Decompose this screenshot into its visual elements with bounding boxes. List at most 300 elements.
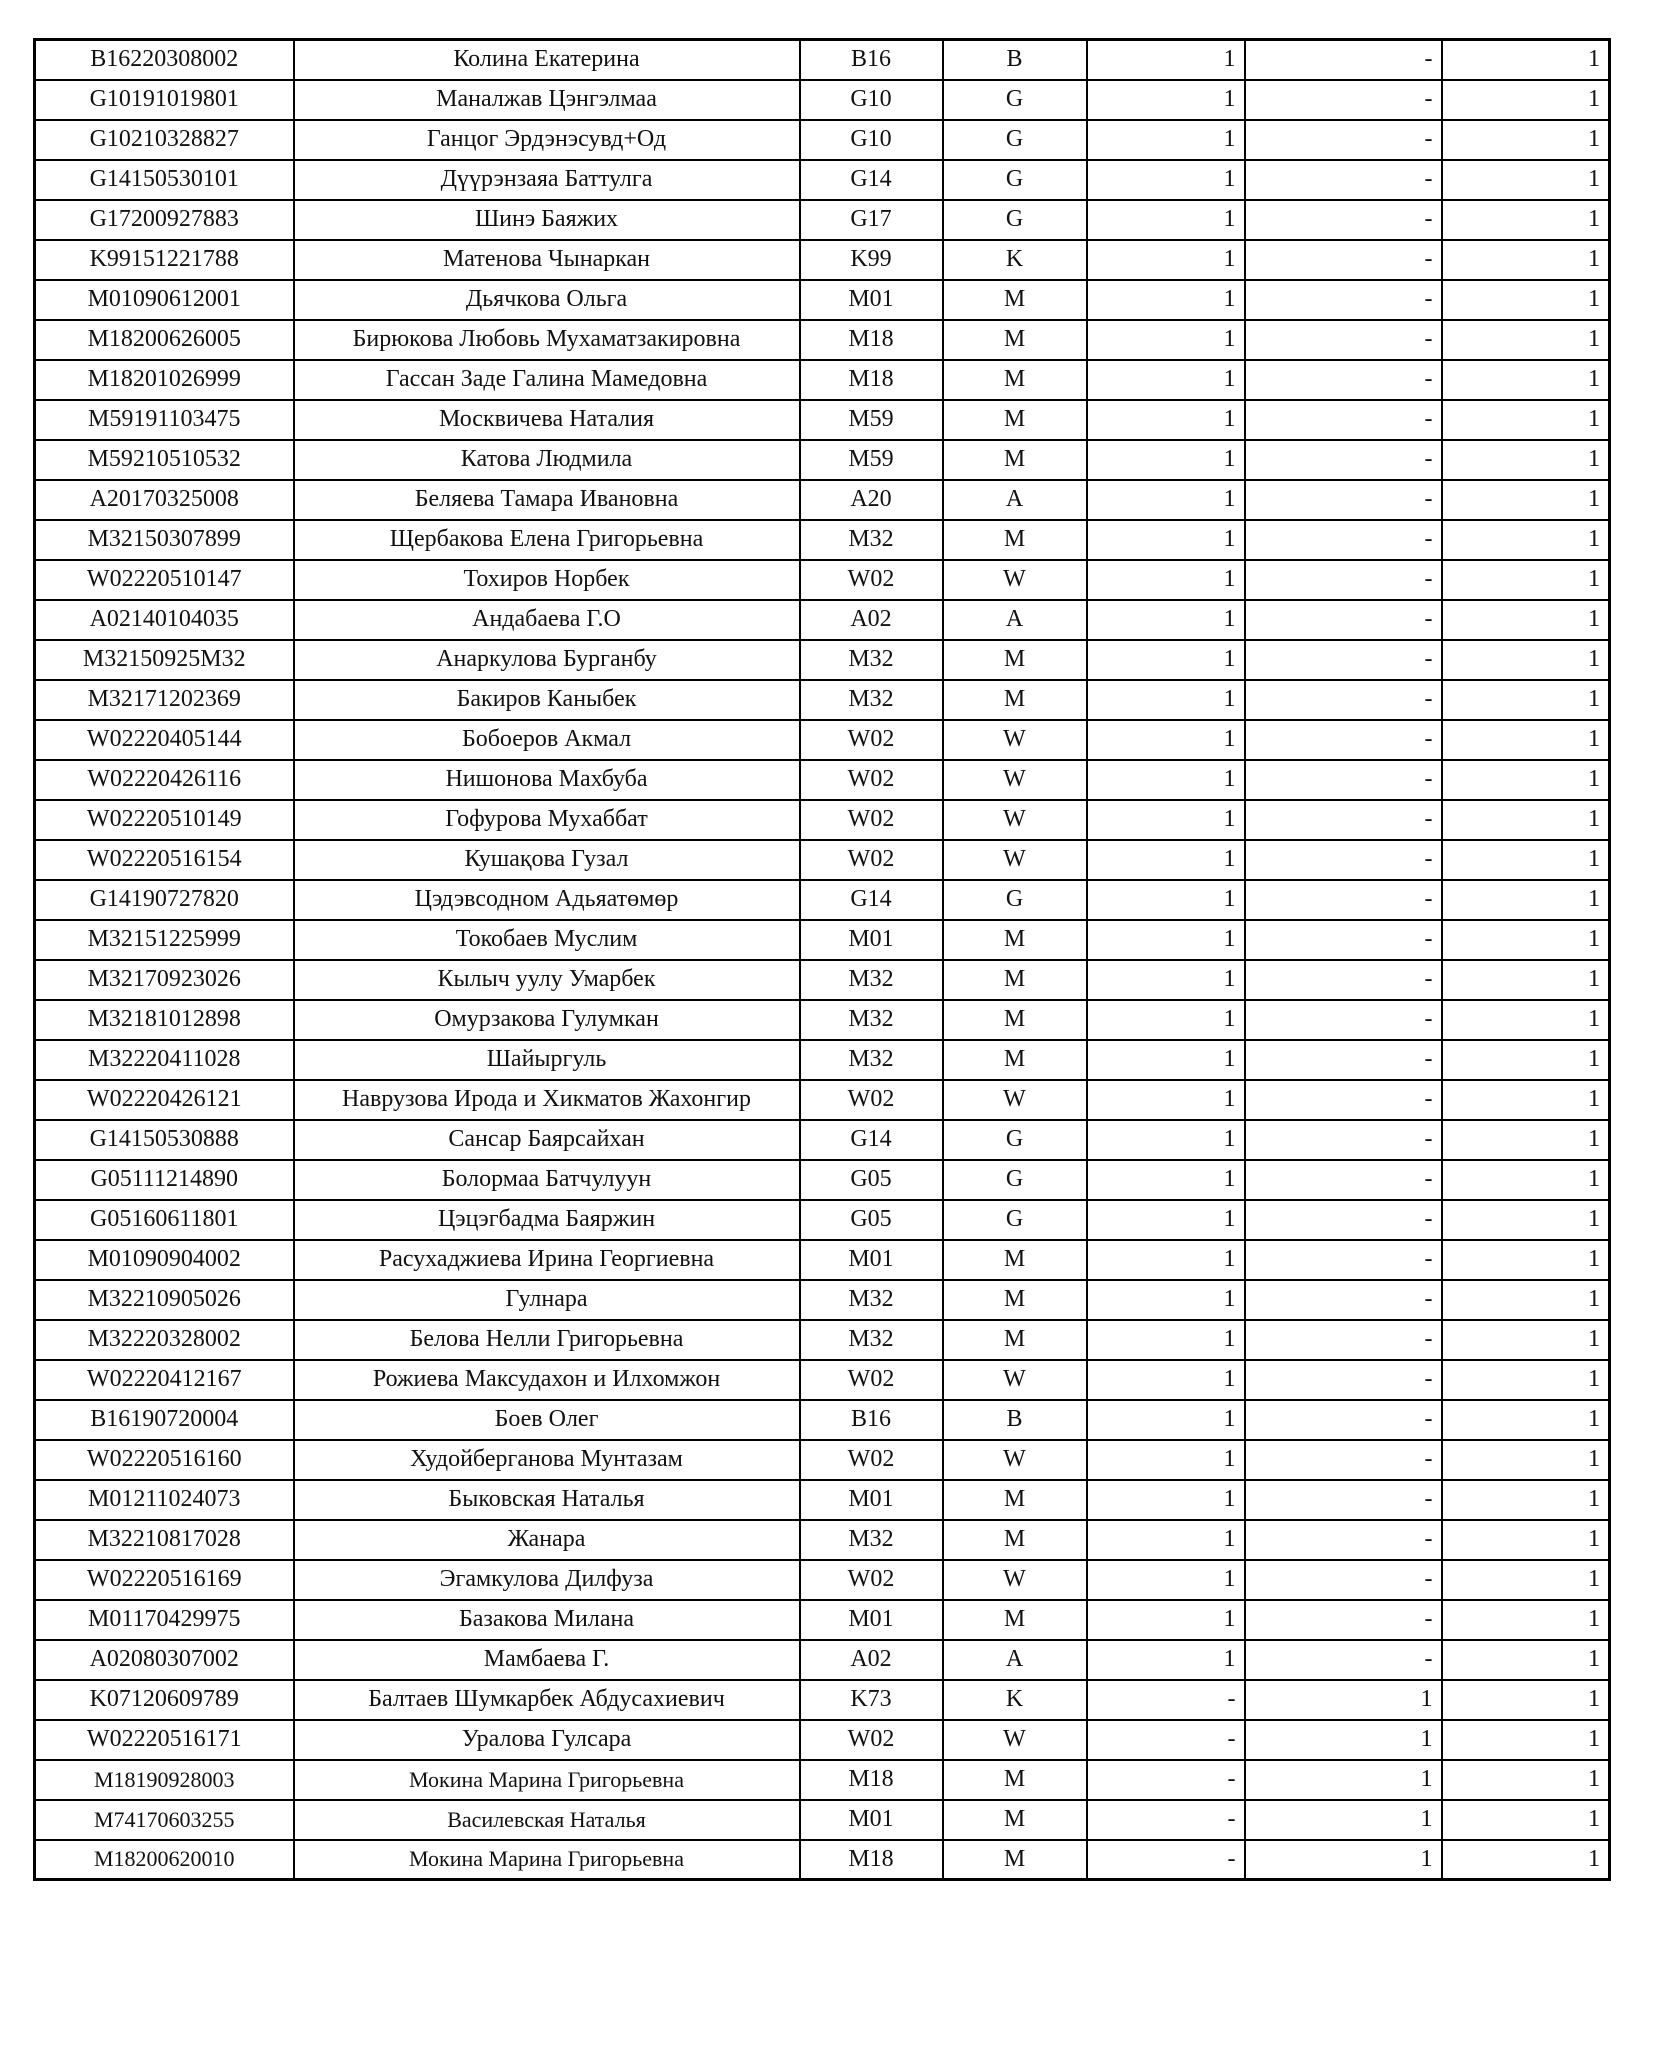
branch-code-cell: M01: [800, 1240, 943, 1280]
count-a-cell: 1: [1087, 120, 1245, 160]
count-b-cell: 1: [1245, 1720, 1442, 1760]
id-cell: A20170325008: [35, 480, 294, 520]
count-a-cell: 1: [1087, 1240, 1245, 1280]
count-a-cell: 1: [1087, 760, 1245, 800]
count-a-cell: -: [1087, 1760, 1245, 1800]
region-letter-cell: G: [943, 1200, 1087, 1240]
branch-code-cell: A02: [800, 600, 943, 640]
id-cell: W02220412167: [35, 1360, 294, 1400]
count-a-cell: 1: [1087, 280, 1245, 320]
total-cell: 1: [1442, 240, 1610, 280]
table-row: [35, 200, 1610, 240]
total-cell: 1: [1442, 160, 1610, 200]
name-cell: Эгамкулова Дилфуза: [294, 1560, 800, 1600]
total-cell: 1: [1442, 1440, 1610, 1480]
branch-code-cell: M32: [800, 1280, 943, 1320]
count-a-cell: 1: [1087, 520, 1245, 560]
count-a-cell: 1: [1087, 960, 1245, 1000]
count-b-cell: -: [1245, 1640, 1442, 1680]
name-cell: Беляева Тамара Ивановна: [294, 480, 800, 520]
region-letter-cell: M: [943, 400, 1087, 440]
count-b-cell: -: [1245, 400, 1442, 440]
branch-code-cell: M32: [800, 960, 943, 1000]
region-letter-cell: W: [943, 800, 1087, 840]
count-b-cell: -: [1245, 1240, 1442, 1280]
total-cell: 1: [1442, 1840, 1610, 1880]
id-cell: M01211024073: [35, 1480, 294, 1520]
branch-code-cell: M59: [800, 440, 943, 480]
members-table: [33, 38, 1611, 1881]
name-cell: Колина Екатерина: [294, 40, 800, 80]
count-b-cell: -: [1245, 1280, 1442, 1320]
table-row: [35, 520, 1610, 560]
count-b-cell: -: [1245, 1600, 1442, 1640]
region-letter-cell: M: [943, 1040, 1087, 1080]
total-cell: 1: [1442, 1160, 1610, 1200]
region-letter-cell: W: [943, 1080, 1087, 1120]
id-cell: M01170429975: [35, 1600, 294, 1640]
branch-code-cell: A02: [800, 1640, 943, 1680]
branch-code-cell: M32: [800, 680, 943, 720]
count-a-cell: 1: [1087, 880, 1245, 920]
count-b-cell: -: [1245, 600, 1442, 640]
total-cell: 1: [1442, 440, 1610, 480]
total-cell: 1: [1442, 960, 1610, 1000]
region-letter-cell: W: [943, 560, 1087, 600]
total-cell: 1: [1442, 560, 1610, 600]
branch-code-cell: M01: [800, 1480, 943, 1520]
total-cell: 1: [1442, 640, 1610, 680]
count-a-cell: 1: [1087, 1320, 1245, 1360]
name-cell: Базакова Милана: [294, 1600, 800, 1640]
table-row: [35, 1000, 1610, 1040]
count-a-cell: 1: [1087, 360, 1245, 400]
branch-code-cell: G05: [800, 1160, 943, 1200]
count-b-cell: -: [1245, 1400, 1442, 1440]
region-letter-cell: G: [943, 200, 1087, 240]
id-cell: M01090612001: [35, 280, 294, 320]
name-cell: Щербакова Елена Григорьевна: [294, 520, 800, 560]
region-letter-cell: M: [943, 320, 1087, 360]
region-letter-cell: W: [943, 1560, 1087, 1600]
table-row: [35, 120, 1610, 160]
branch-code-cell: W02: [800, 840, 943, 880]
count-b-cell: -: [1245, 360, 1442, 400]
table-row: [35, 800, 1610, 840]
id-cell: M74170603255: [35, 1800, 294, 1840]
count-a-cell: 1: [1087, 240, 1245, 280]
id-cell: G14150530888: [35, 1120, 294, 1160]
table-row: [35, 1520, 1610, 1560]
table-row: [35, 1800, 1610, 1840]
id-cell: G10210328827: [35, 120, 294, 160]
branch-code-cell: M32: [800, 520, 943, 560]
count-a-cell: 1: [1087, 200, 1245, 240]
branch-code-cell: M18: [800, 1840, 943, 1880]
region-letter-cell: M: [943, 1520, 1087, 1560]
table-row: [35, 600, 1610, 640]
total-cell: 1: [1442, 1400, 1610, 1440]
id-cell: M18200626005: [35, 320, 294, 360]
count-a-cell: 1: [1087, 800, 1245, 840]
id-cell: W02220510149: [35, 800, 294, 840]
count-a-cell: 1: [1087, 1080, 1245, 1120]
id-cell: M32181012898: [35, 1000, 294, 1040]
table-row: [35, 480, 1610, 520]
table-body: [35, 40, 1610, 1880]
count-a-cell: 1: [1087, 40, 1245, 80]
name-cell: Балтаев Шумкарбек Абдусахиевич: [294, 1680, 800, 1720]
branch-code-cell: M32: [800, 1320, 943, 1360]
table-row: [35, 1600, 1610, 1640]
id-cell: W02220516169: [35, 1560, 294, 1600]
region-letter-cell: W: [943, 1360, 1087, 1400]
count-b-cell: -: [1245, 40, 1442, 80]
table-row: [35, 1360, 1610, 1400]
branch-code-cell: G10: [800, 120, 943, 160]
name-cell: Омурзакова Гулумкан: [294, 1000, 800, 1040]
name-cell: Цэдэвсодном Адьяатөмөр: [294, 880, 800, 920]
id-cell: M32220411028: [35, 1040, 294, 1080]
total-cell: 1: [1442, 1200, 1610, 1240]
branch-code-cell: M01: [800, 1600, 943, 1640]
count-b-cell: -: [1245, 200, 1442, 240]
branch-code-cell: G05: [800, 1200, 943, 1240]
name-cell: Рожиева Максудахон и Илхомжон: [294, 1360, 800, 1400]
name-cell: Мамбаева Г.: [294, 1640, 800, 1680]
branch-code-cell: M01: [800, 1800, 943, 1840]
table-row: [35, 960, 1610, 1000]
region-letter-cell: M: [943, 640, 1087, 680]
region-letter-cell: M: [943, 920, 1087, 960]
region-letter-cell: M: [943, 1800, 1087, 1840]
branch-code-cell: M18: [800, 320, 943, 360]
id-cell: M32170923026: [35, 960, 294, 1000]
region-letter-cell: W: [943, 1440, 1087, 1480]
count-b-cell: -: [1245, 1520, 1442, 1560]
region-letter-cell: M: [943, 1480, 1087, 1520]
count-a-cell: -: [1087, 1680, 1245, 1720]
branch-code-cell: G17: [800, 200, 943, 240]
count-a-cell: 1: [1087, 80, 1245, 120]
branch-code-cell: M32: [800, 1000, 943, 1040]
region-letter-cell: W: [943, 720, 1087, 760]
name-cell: Матенова Чынаркан: [294, 240, 800, 280]
total-cell: 1: [1442, 920, 1610, 960]
count-b-cell: -: [1245, 440, 1442, 480]
id-cell: M32151225999: [35, 920, 294, 960]
table-row: [35, 280, 1610, 320]
id-cell: M32220328002: [35, 1320, 294, 1360]
total-cell: 1: [1442, 280, 1610, 320]
count-a-cell: 1: [1087, 1640, 1245, 1680]
total-cell: 1: [1442, 1760, 1610, 1800]
region-letter-cell: G: [943, 1160, 1087, 1200]
branch-code-cell: W02: [800, 1080, 943, 1120]
branch-code-cell: A20: [800, 480, 943, 520]
count-b-cell: 1: [1245, 1840, 1442, 1880]
count-b-cell: -: [1245, 160, 1442, 200]
region-letter-cell: M: [943, 1320, 1087, 1360]
name-cell: Дьячкова Ольга: [294, 280, 800, 320]
total-cell: 1: [1442, 1680, 1610, 1720]
branch-code-cell: K73: [800, 1680, 943, 1720]
total-cell: 1: [1442, 840, 1610, 880]
count-b-cell: -: [1245, 560, 1442, 600]
table-row: [35, 240, 1610, 280]
table-row: [35, 80, 1610, 120]
count-b-cell: 1: [1245, 1680, 1442, 1720]
count-a-cell: 1: [1087, 840, 1245, 880]
region-letter-cell: A: [943, 600, 1087, 640]
region-letter-cell: B: [943, 1400, 1087, 1440]
id-cell: W02220426116: [35, 760, 294, 800]
region-letter-cell: G: [943, 80, 1087, 120]
count-a-cell: 1: [1087, 440, 1245, 480]
count-a-cell: 1: [1087, 1160, 1245, 1200]
region-letter-cell: M: [943, 360, 1087, 400]
id-cell: K99151221788: [35, 240, 294, 280]
region-letter-cell: W: [943, 760, 1087, 800]
count-a-cell: 1: [1087, 720, 1245, 760]
name-cell: Болормаа Батчулуун: [294, 1160, 800, 1200]
name-cell: Цэцэгбадма Баяржин: [294, 1200, 800, 1240]
total-cell: 1: [1442, 800, 1610, 840]
id-cell: G14150530101: [35, 160, 294, 200]
id-cell: G05160611801: [35, 1200, 294, 1240]
id-cell: W02220516154: [35, 840, 294, 880]
branch-code-cell: M32: [800, 1040, 943, 1080]
table-row: [35, 720, 1610, 760]
count-b-cell: -: [1245, 720, 1442, 760]
count-b-cell: -: [1245, 280, 1442, 320]
table-row: [35, 1280, 1610, 1320]
count-a-cell: 1: [1087, 560, 1245, 600]
branch-code-cell: G14: [800, 880, 943, 920]
branch-code-cell: W02: [800, 1440, 943, 1480]
count-b-cell: -: [1245, 840, 1442, 880]
id-cell: W02220516160: [35, 1440, 294, 1480]
region-letter-cell: B: [943, 40, 1087, 80]
count-a-cell: -: [1087, 1800, 1245, 1840]
name-cell: Бакиров Каныбек: [294, 680, 800, 720]
total-cell: 1: [1442, 520, 1610, 560]
count-a-cell: 1: [1087, 1560, 1245, 1600]
id-cell: M18200620010: [35, 1840, 294, 1880]
table-row: [35, 1640, 1610, 1680]
branch-code-cell: W02: [800, 1720, 943, 1760]
table-row: [35, 1120, 1610, 1160]
count-a-cell: 1: [1087, 1000, 1245, 1040]
count-b-cell: -: [1245, 1120, 1442, 1160]
table-row: [35, 1240, 1610, 1280]
branch-code-cell: G10: [800, 80, 943, 120]
table-row: [35, 400, 1610, 440]
id-cell: W02220405144: [35, 720, 294, 760]
count-b-cell: -: [1245, 1160, 1442, 1200]
total-cell: 1: [1442, 1000, 1610, 1040]
name-cell: Москвичева Наталия: [294, 400, 800, 440]
name-cell: Нишонова Махбуба: [294, 760, 800, 800]
name-cell: Василевская Наталья: [294, 1800, 800, 1840]
branch-code-cell: G14: [800, 1120, 943, 1160]
count-b-cell: -: [1245, 1040, 1442, 1080]
count-b-cell: -: [1245, 120, 1442, 160]
count-a-cell: 1: [1087, 1400, 1245, 1440]
table-row: [35, 560, 1610, 600]
id-cell: M32210817028: [35, 1520, 294, 1560]
region-letter-cell: G: [943, 1120, 1087, 1160]
table-row: [35, 1760, 1610, 1800]
name-cell: Наврузова Ирода и Хикматов Жахонгир: [294, 1080, 800, 1120]
count-a-cell: 1: [1087, 1040, 1245, 1080]
name-cell: Гулнара: [294, 1280, 800, 1320]
count-b-cell: -: [1245, 1560, 1442, 1600]
total-cell: 1: [1442, 1240, 1610, 1280]
count-b-cell: -: [1245, 1000, 1442, 1040]
region-letter-cell: M: [943, 1600, 1087, 1640]
count-b-cell: -: [1245, 1360, 1442, 1400]
name-cell: Тохиров Норбек: [294, 560, 800, 600]
total-cell: 1: [1442, 1320, 1610, 1360]
total-cell: 1: [1442, 1280, 1610, 1320]
id-cell: K07120609789: [35, 1680, 294, 1720]
id-cell: M59210510532: [35, 440, 294, 480]
id-cell: M01090904002: [35, 1240, 294, 1280]
count-b-cell: -: [1245, 1200, 1442, 1240]
id-cell: W02220426121: [35, 1080, 294, 1120]
table-row: [35, 440, 1610, 480]
name-cell: Жанара: [294, 1520, 800, 1560]
total-cell: 1: [1442, 1480, 1610, 1520]
count-a-cell: 1: [1087, 1440, 1245, 1480]
count-a-cell: 1: [1087, 680, 1245, 720]
table-row: [35, 640, 1610, 680]
branch-code-cell: M32: [800, 640, 943, 680]
id-cell: M18201026999: [35, 360, 294, 400]
total-cell: 1: [1442, 1360, 1610, 1400]
count-a-cell: 1: [1087, 1480, 1245, 1520]
region-letter-cell: A: [943, 1640, 1087, 1680]
count-a-cell: 1: [1087, 480, 1245, 520]
total-cell: 1: [1442, 320, 1610, 360]
name-cell: Быковская Наталья: [294, 1480, 800, 1520]
total-cell: 1: [1442, 480, 1610, 520]
name-cell: Мокина Марина Григорьевна: [294, 1760, 800, 1800]
count-b-cell: -: [1245, 1320, 1442, 1360]
table-row: [35, 1200, 1610, 1240]
id-cell: A02080307002: [35, 1640, 294, 1680]
branch-code-cell: W02: [800, 760, 943, 800]
table-row: [35, 1320, 1610, 1360]
table-row: [35, 1840, 1610, 1880]
total-cell: 1: [1442, 200, 1610, 240]
count-a-cell: -: [1087, 1840, 1245, 1880]
table-row: [35, 1680, 1610, 1720]
count-b-cell: -: [1245, 1080, 1442, 1120]
total-cell: 1: [1442, 400, 1610, 440]
count-b-cell: -: [1245, 320, 1442, 360]
count-b-cell: 1: [1245, 1760, 1442, 1800]
name-cell: Мокина Марина Григорьевна: [294, 1840, 800, 1880]
name-cell: Худойберганова Мунтазам: [294, 1440, 800, 1480]
region-letter-cell: M: [943, 520, 1087, 560]
region-letter-cell: M: [943, 440, 1087, 480]
branch-code-cell: W02: [800, 1360, 943, 1400]
branch-code-cell: M18: [800, 1760, 943, 1800]
count-a-cell: 1: [1087, 1600, 1245, 1640]
count-b-cell: -: [1245, 920, 1442, 960]
id-cell: M32150307899: [35, 520, 294, 560]
count-b-cell: -: [1245, 680, 1442, 720]
region-letter-cell: M: [943, 1760, 1087, 1800]
region-letter-cell: W: [943, 840, 1087, 880]
region-letter-cell: W: [943, 1720, 1087, 1760]
name-cell: Расухаджиева Ирина Георгиевна: [294, 1240, 800, 1280]
id-cell: G17200927883: [35, 200, 294, 240]
id-cell: G14190727820: [35, 880, 294, 920]
count-b-cell: 1: [1245, 1800, 1442, 1840]
total-cell: 1: [1442, 1080, 1610, 1120]
name-cell: Уралова Гулсара: [294, 1720, 800, 1760]
table-row: [35, 1040, 1610, 1080]
branch-code-cell: M32: [800, 1520, 943, 1560]
count-b-cell: -: [1245, 800, 1442, 840]
region-letter-cell: M: [943, 1000, 1087, 1040]
branch-code-cell: W02: [800, 800, 943, 840]
table-row: [35, 1720, 1610, 1760]
count-a-cell: 1: [1087, 920, 1245, 960]
total-cell: 1: [1442, 1040, 1610, 1080]
region-letter-cell: M: [943, 280, 1087, 320]
region-letter-cell: K: [943, 1680, 1087, 1720]
count-a-cell: -: [1087, 1720, 1245, 1760]
id-cell: M59191103475: [35, 400, 294, 440]
total-cell: 1: [1442, 1520, 1610, 1560]
id-cell: M32150925M32: [35, 640, 294, 680]
data-table-container: [33, 38, 1608, 1881]
count-a-cell: 1: [1087, 400, 1245, 440]
count-b-cell: -: [1245, 880, 1442, 920]
id-cell: W02220516171: [35, 1720, 294, 1760]
name-cell: Белова Нелли Григорьевна: [294, 1320, 800, 1360]
branch-code-cell: W02: [800, 1560, 943, 1600]
total-cell: 1: [1442, 1640, 1610, 1680]
name-cell: Шайыргуль: [294, 1040, 800, 1080]
id-cell: W02220510147: [35, 560, 294, 600]
region-letter-cell: A: [943, 480, 1087, 520]
branch-code-cell: K99: [800, 240, 943, 280]
region-letter-cell: G: [943, 120, 1087, 160]
count-b-cell: -: [1245, 1480, 1442, 1520]
count-a-cell: 1: [1087, 1360, 1245, 1400]
region-letter-cell: G: [943, 160, 1087, 200]
table-row: [35, 1560, 1610, 1600]
count-a-cell: 1: [1087, 1200, 1245, 1240]
count-a-cell: 1: [1087, 640, 1245, 680]
table-row: [35, 320, 1610, 360]
name-cell: Катова Людмила: [294, 440, 800, 480]
table-row: [35, 920, 1610, 960]
table-row: [35, 680, 1610, 720]
id-cell: A02140104035: [35, 600, 294, 640]
count-b-cell: -: [1245, 520, 1442, 560]
count-a-cell: 1: [1087, 160, 1245, 200]
region-letter-cell: G: [943, 880, 1087, 920]
table-row: [35, 160, 1610, 200]
total-cell: 1: [1442, 80, 1610, 120]
name-cell: Кушақова Гузал: [294, 840, 800, 880]
